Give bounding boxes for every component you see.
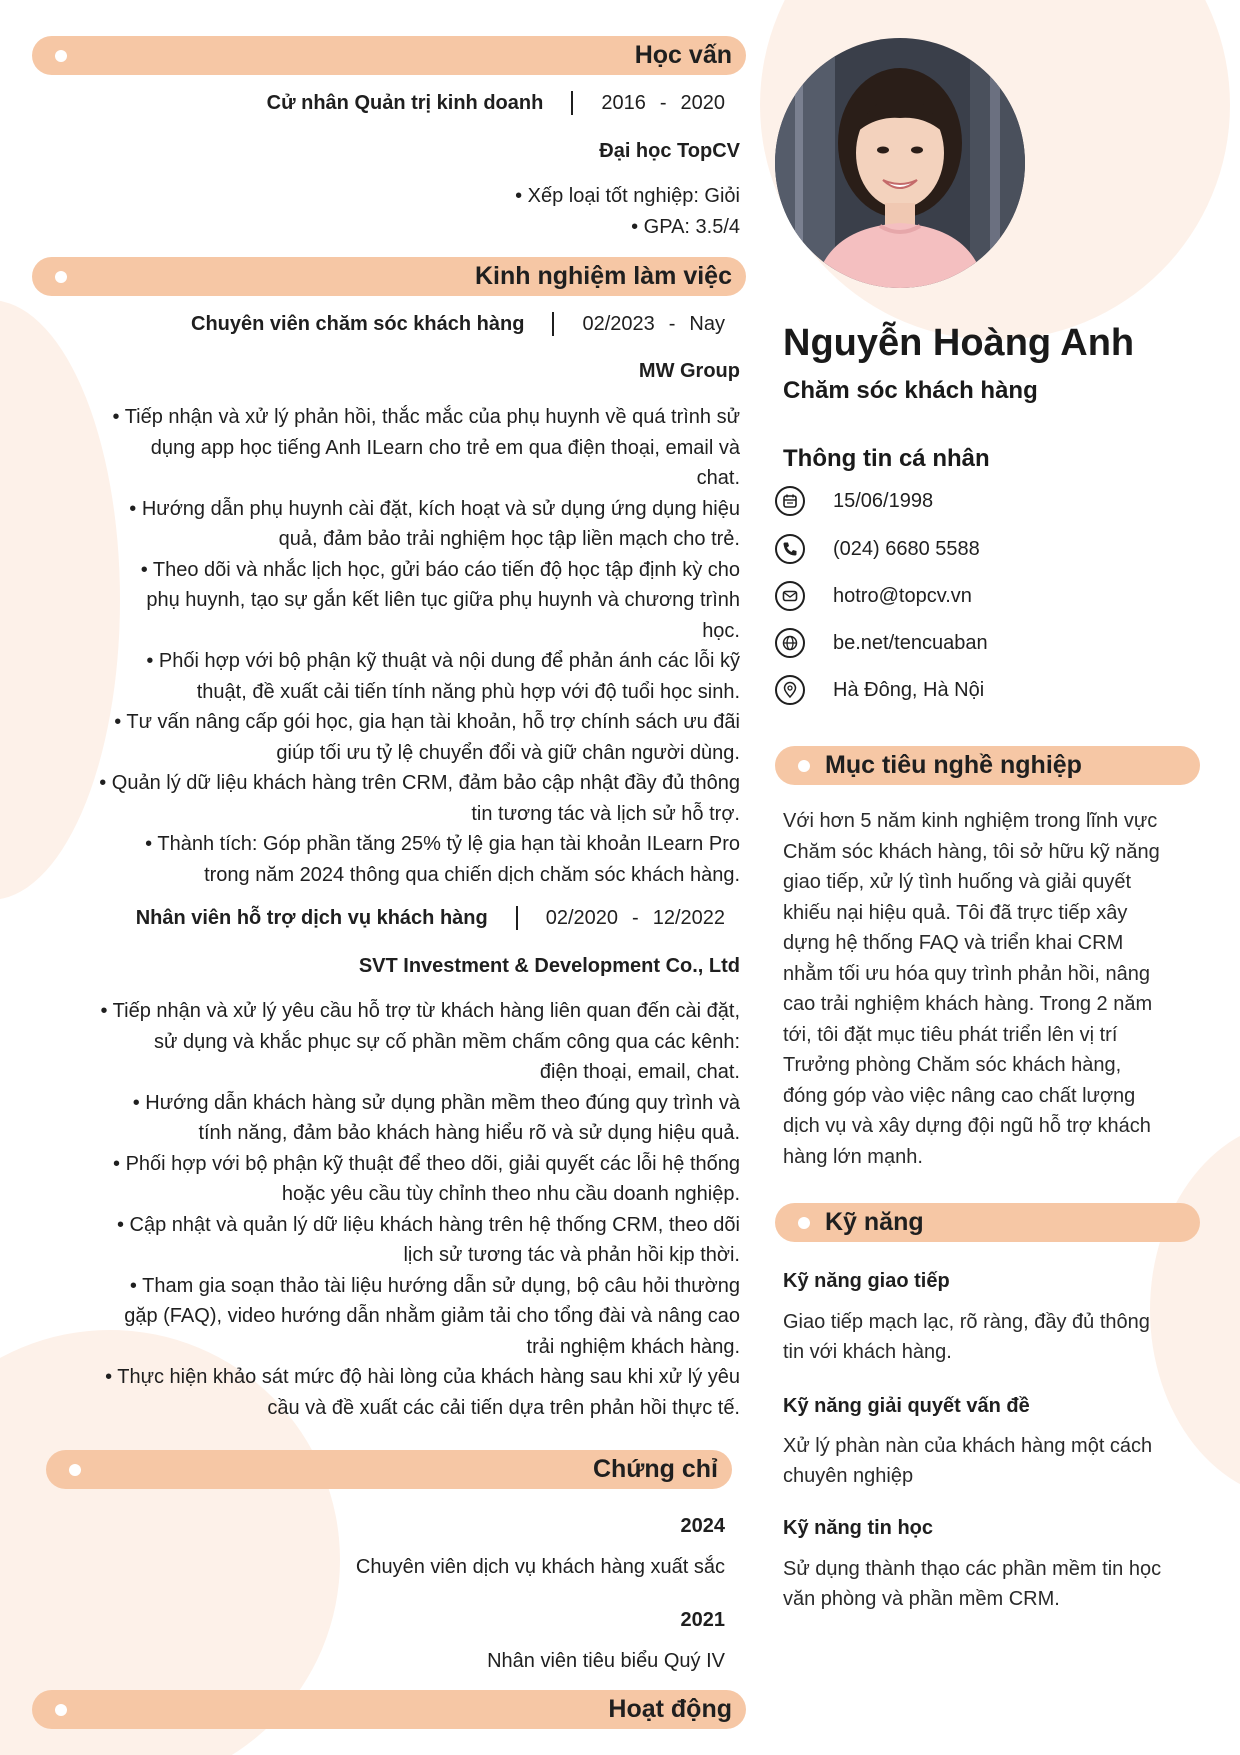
bullet-line: thuật, đề xuất cải tiến tính năng phù hợp với độ tuổi học sinh. bbox=[196, 680, 740, 703]
skill-line: Xử lý phàn nàn của khách hàng một cách bbox=[783, 1435, 1153, 1457]
info-birthday: 15/06/1998 bbox=[833, 489, 934, 512]
certificate-year: 2024 bbox=[680, 1515, 725, 1537]
bullet-line: quả, đảm bảo trải nghiệm học tập liền mạch cho trẻ. bbox=[278, 528, 740, 550]
education-school: Đại học TopCV bbox=[599, 140, 740, 162]
skill-description bbox=[783, 1307, 1150, 1367]
bullet-line: sử dụng và khắc phục sự cố phần mềm chấm công qua các kênh: bbox=[154, 1030, 740, 1053]
bullet-line: trong năm 2024 thông qua chiến dịch chăm sóc khách hàng. bbox=[204, 863, 740, 886]
date-dash: - bbox=[668, 312, 676, 335]
objective-line: khiếu nại hiệu quả. Tôi đã trực tiếp xây bbox=[783, 901, 1128, 924]
bullet-line: • Hướng dẫn phụ huynh cài đặt, kích hoạt và sử dụng ứng dụng hiệu bbox=[129, 497, 740, 520]
avatar bbox=[775, 38, 1025, 288]
certificates-heading: Chứng chỉ bbox=[592, 1455, 718, 1483]
objective-heading: Mục tiêu nghề nghiệp bbox=[825, 751, 1082, 779]
objective-line: tới, tôi đặt mục tiêu phát triển lên vị trí bbox=[783, 1023, 1118, 1046]
skill-line: Giao tiếp mạch lạc, rõ ràng, đầy đủ thông bbox=[783, 1311, 1150, 1333]
objective-line: giao tiếp, xử lý tình huống và giải quyết bbox=[783, 871, 1132, 893]
job-company: MW Group bbox=[638, 360, 740, 382]
skill-description bbox=[783, 1554, 1161, 1614]
header-dot-icon bbox=[69, 1464, 81, 1476]
skill-name: Kỹ năng tin học bbox=[783, 1517, 933, 1539]
header-dot-icon bbox=[798, 760, 810, 772]
separator bbox=[552, 312, 554, 336]
skill-description bbox=[783, 1431, 1152, 1491]
header-dot-icon bbox=[55, 271, 67, 283]
experience-heading: Kinh nghiệm làm việc bbox=[474, 262, 732, 290]
job-role: Chuyên viên chăm sóc khách hàng bbox=[191, 312, 525, 335]
info-address: Hà Đông, Hà Nội bbox=[833, 678, 985, 701]
bullet-line: chat. bbox=[696, 467, 740, 489]
job-dates bbox=[582, 313, 725, 336]
bullet-line: học. bbox=[702, 619, 740, 642]
objective-line: cao trải nghiệm khách hàng. Trong 2 năm bbox=[783, 993, 1153, 1015]
objective-section-header bbox=[775, 746, 1200, 785]
education-degree: Cử nhân Quản trị kinh doanh bbox=[266, 91, 544, 114]
skills-section-header bbox=[775, 1203, 1200, 1242]
education-heading: Học vấn bbox=[634, 41, 732, 69]
background-blob-right bbox=[1150, 1120, 1240, 1500]
job-bullets bbox=[99, 402, 740, 890]
skill-line: tin với khách hàng. bbox=[783, 1341, 952, 1363]
bullet-line: phụ huynh, tạo sự gắn kết liên tục giữa phụ huynh và chương trình bbox=[146, 589, 740, 611]
job-start: 02/2020 bbox=[545, 906, 619, 929]
bullet-line: • Tư vấn nâng cấp gói học, gia hạn tài khoản, hỗ trợ chính sách ưu đãi bbox=[114, 711, 740, 733]
separator bbox=[571, 91, 573, 115]
profile-job-title: Chăm sóc khách hàng bbox=[783, 377, 1038, 404]
job-row bbox=[136, 906, 725, 930]
skill-name: Kỹ năng giải quyết vấn đề bbox=[783, 1395, 1030, 1417]
info-row-email bbox=[775, 579, 972, 613]
info-row-phone bbox=[775, 532, 980, 566]
bullet-line: • Hướng dẫn khách hàng sử dụng phần mềm theo đúng quy trình và bbox=[132, 1091, 740, 1114]
phone-icon bbox=[775, 534, 805, 564]
date-dash: - bbox=[659, 91, 667, 114]
date-dash: - bbox=[632, 906, 639, 929]
objective-line: dựng hệ thống FAQ và triển khai CRM bbox=[783, 932, 1124, 954]
education-end: 2020 bbox=[680, 91, 725, 114]
bullet-line: • Tiếp nhận và xử lý yêu cầu hỗ trợ từ khách hàng liên quan đến cài đặt, bbox=[100, 1000, 740, 1022]
location-icon bbox=[775, 675, 805, 705]
calendar-icon bbox=[775, 486, 805, 516]
objective-line: Với hơn 5 năm kinh nghiệm trong lĩnh vực bbox=[783, 810, 1158, 832]
job-end: Nay bbox=[689, 312, 725, 335]
skill-line: chuyên nghiệp bbox=[783, 1465, 914, 1487]
bullet-line: • Phối hợp với bộ phận kỹ thuật để theo dõi, giải quyết các lỗi hệ thống bbox=[113, 1152, 740, 1175]
personal-info-heading: Thông tin cá nhân bbox=[783, 445, 990, 472]
bullet-line: lịch sử tương tác và phản hồi kịp thời. bbox=[403, 1244, 740, 1266]
profile-photo-illustration bbox=[775, 38, 1025, 288]
objective-line: dịch vụ và xây dựng đội ngũ hỗ trợ khách bbox=[783, 1115, 1151, 1137]
bullet-line: tin tương tác và lịch sử hỗ trợ. bbox=[471, 802, 740, 825]
objective-line: Trưởng phòng Chăm sóc khách hàng, bbox=[783, 1054, 1122, 1076]
objective-line: đóng góp vào việc nâng cao chất lượng bbox=[783, 1084, 1136, 1107]
bullet-line: • Quản lý dữ liệu khách hàng trên CRM, đảm bảo cập nhật đầy đủ thông bbox=[99, 772, 740, 794]
separator bbox=[516, 906, 518, 930]
bullet-line: • Thành tích: Góp phần tăng 25% tỷ lệ gia hạn tài khoản ILearn Pro bbox=[145, 833, 740, 855]
header-dot-icon bbox=[798, 1217, 810, 1229]
info-phone: (024) 6680 5588 bbox=[833, 537, 980, 560]
objective-line: nhằm tối ưu hóa quy trình phản hồi, nâng bbox=[783, 962, 1150, 985]
bullet-line: hoặc yêu cầu tùy chỉnh theo nhu cầu doanh nghiệp. bbox=[281, 1183, 740, 1205]
job-dates bbox=[546, 907, 725, 930]
bullet-line: giúp tối ưu tỷ lệ chuyển đổi và giữ chân người dùng. bbox=[276, 741, 740, 764]
job-start: 02/2023 bbox=[582, 312, 655, 335]
education-bullet: • GPA: 3.5/4 bbox=[631, 216, 740, 238]
experience-section-header bbox=[32, 257, 746, 296]
bullet-line: gặp (FAQ), video hướng dẫn nhằm giảm tải cho tổng đài và nâng cao bbox=[124, 1305, 740, 1327]
job-role: Nhân viên hỗ trợ dịch vụ khách hàng bbox=[135, 906, 488, 929]
job-end: 12/2022 bbox=[652, 906, 725, 929]
objective-line: hàng lớn mạnh. bbox=[783, 1145, 923, 1168]
education-bullets bbox=[515, 181, 740, 243]
skill-name: Kỹ năng giao tiếp bbox=[783, 1270, 950, 1292]
bullet-line: cầu và đề xuất các cải tiến dựa trên phản hồi thực tế. bbox=[267, 1396, 740, 1419]
globe-icon bbox=[775, 628, 805, 658]
objective-text bbox=[783, 806, 1160, 1172]
certificate-year: 2021 bbox=[680, 1609, 725, 1631]
activities-section-header bbox=[32, 1690, 746, 1729]
header-dot-icon bbox=[55, 1704, 67, 1716]
education-row bbox=[267, 91, 725, 115]
certificate-name: Nhân viên tiêu biểu Quý IV bbox=[487, 1650, 725, 1672]
bullet-line: • Tiếp nhận và xử lý phản hồi, thắc mắc của phụ huynh về quá trình sử bbox=[112, 406, 740, 428]
job-bullets bbox=[100, 996, 740, 1423]
email-icon bbox=[775, 581, 805, 611]
skills-heading: Kỹ năng bbox=[825, 1208, 924, 1236]
bullet-line: • Cập nhật và quản lý dữ liệu khách hàng trên hệ thống CRM, theo dõi bbox=[116, 1213, 740, 1236]
activities-heading: Hoạt động bbox=[608, 1695, 732, 1723]
header-dot-icon bbox=[55, 50, 67, 62]
bullet-line: • Phối hợp với bộ phận kỹ thuật và nội dung để phản ánh các lỗi kỹ bbox=[146, 650, 740, 672]
skill-line: văn phòng và phần mềm CRM. bbox=[783, 1588, 1060, 1610]
info-website[interactable]: be.net/tencuaban bbox=[833, 631, 988, 654]
education-start: 2016 bbox=[601, 91, 646, 114]
bullet-line: • Tham gia soạn thảo tài liệu hướng dẫn sử dụng, bộ câu hỏi thường bbox=[129, 1274, 740, 1297]
info-row-address bbox=[775, 673, 984, 707]
bullet-line: tính năng, đảm bảo khách hàng hiểu rõ và sử dụng hiệu quả. bbox=[198, 1122, 740, 1144]
education-section-header bbox=[32, 36, 746, 75]
certificates-section-header bbox=[46, 1450, 732, 1489]
education-dates bbox=[601, 92, 725, 115]
objective-line: Chăm sóc khách hàng, tôi sở hữu kỹ năng bbox=[783, 840, 1160, 863]
profile-name: Nguyễn Hoàng Anh bbox=[783, 322, 1135, 364]
job-row bbox=[191, 312, 725, 336]
bullet-line: dụng app học tiếng Anh ILearn cho trẻ em qua điện thoại, email và bbox=[150, 436, 740, 459]
job-company: SVT Investment & Development Co., Ltd bbox=[358, 955, 740, 977]
info-row-website bbox=[775, 626, 988, 660]
certificate-name: Chuyên viên dịch vụ khách hàng xuất sắc bbox=[355, 1556, 725, 1578]
info-row-birthday bbox=[775, 484, 933, 518]
info-email[interactable]: hotro@topcv.vn bbox=[833, 584, 972, 607]
bullet-line: • Theo dõi và nhắc lịch học, gửi báo cáo tiến độ học tập định kỳ cho bbox=[140, 558, 740, 581]
education-bullet: • Xếp loại tốt nghiệp: Giỏi bbox=[515, 185, 740, 207]
bullet-line: điện thoại, email, chat. bbox=[539, 1061, 740, 1083]
bullet-line: • Thực hiện khảo sát mức độ hài lòng của khách hàng sau khi xử lý yêu bbox=[105, 1366, 740, 1388]
bullet-line: trải nghiệm khách hàng. bbox=[526, 1335, 740, 1358]
skill-line: Sử dụng thành thạo các phần mềm tin học bbox=[783, 1558, 1162, 1580]
